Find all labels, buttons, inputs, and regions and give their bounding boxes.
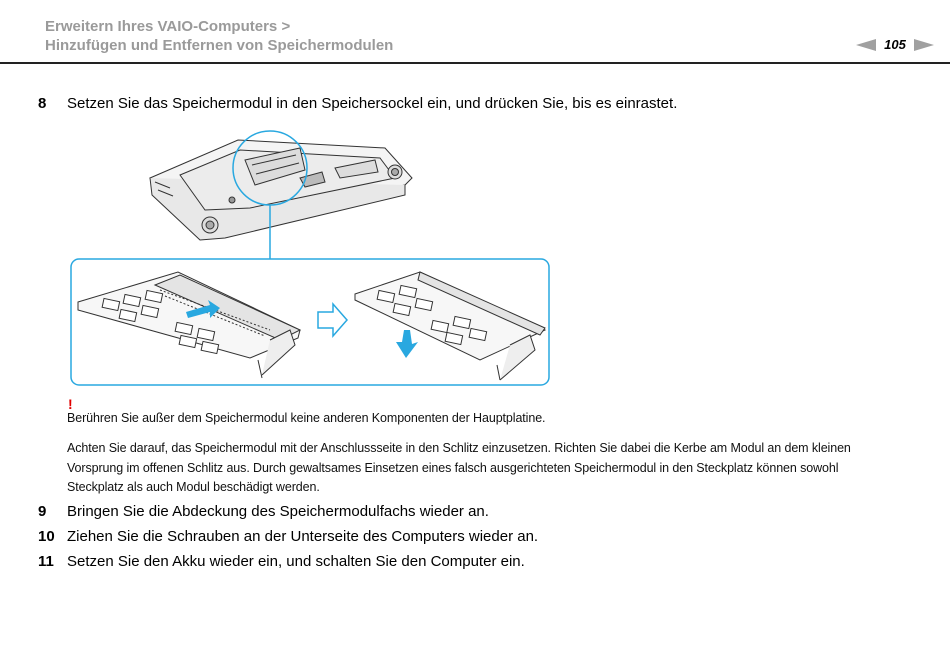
warning-text: Berühren Sie außer dem Speichermodul keine anderen Komponenten der Hauptplatine. <box>67 411 546 425</box>
breadcrumb-chapter: Erweitern Ihres VAIO-Computers > <box>45 18 291 35</box>
step-number: 11 <box>38 553 54 570</box>
warning-icon: ! <box>68 396 73 412</box>
step-number: 9 <box>38 503 47 520</box>
breadcrumb-section: Hinzufügen und Entfernen von Speichermodulen <box>45 37 394 54</box>
step-number: 10 <box>38 528 55 545</box>
step-number: 8 <box>38 95 47 112</box>
step-text: Setzen Sie das Speichermodul in den Speichersockel ein, und drücken Sie, bis es einrastet. <box>67 95 678 112</box>
step-text: Bringen Sie die Abdeckung des Speichermodulfachs wieder an. <box>67 503 489 520</box>
laptop-underside-icon <box>150 140 412 240</box>
step-text: Setzen Sie den Akku wieder ein, und schalten Sie den Computer ein. <box>67 553 525 570</box>
step-text: Ziehen Sie die Schrauben an der Unterseite des Computers wieder an. <box>67 528 539 545</box>
page-number: 105 <box>884 37 906 52</box>
note-text: Achten Sie darauf, das Speichermodul mit der Anschlussseite in den Schlitz einzusetzen. Richten Sie dabei die Kerbe am Modul an dem kleinen Vorsprung im offenen Schlitz aus. Durch gewaltsames Einsetzen eines falsch ausgerichteten Speichermodul in den Steckplatz können sowohl Steckplatz als auch Modul beschädigt werden. <box>67 441 851 494</box>
